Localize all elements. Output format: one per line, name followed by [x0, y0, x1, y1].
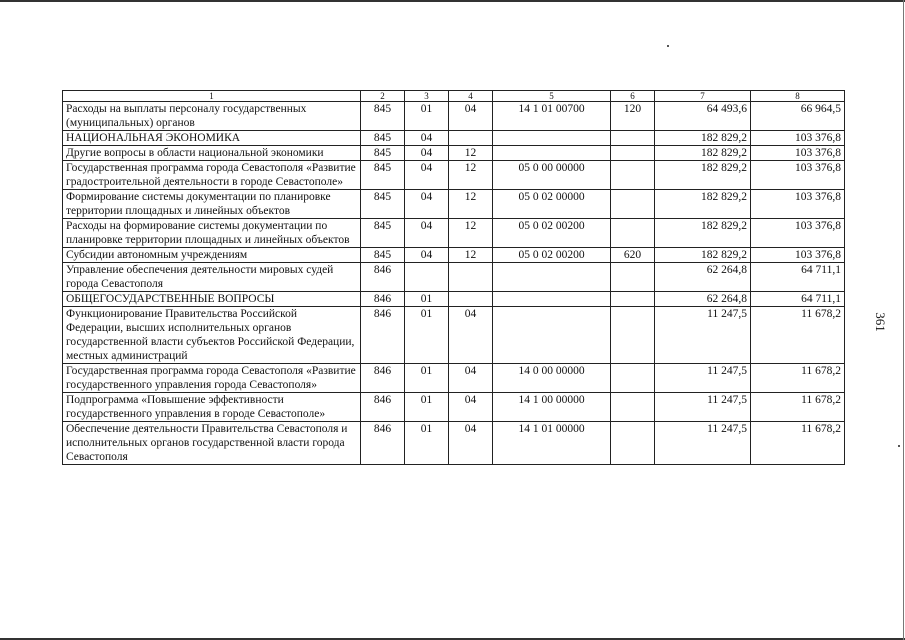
amount-year2-cell: 11 678,2 [751, 422, 845, 465]
row-name-cell: Государственная программа города Севастополя «Развитие государственного управления города Севастополя» [63, 364, 361, 393]
amount-year2-cell: 103 376,8 [751, 161, 845, 190]
ministry-code-cell: 845 [361, 161, 405, 190]
section-cell: 01 [405, 307, 449, 364]
subsection-cell: 04 [449, 307, 493, 364]
ministry-code-cell: 846 [361, 393, 405, 422]
amount-year2-cell: 103 376,8 [751, 190, 845, 219]
expense-type-cell [611, 307, 655, 364]
subsection-cell: 12 [449, 190, 493, 219]
table-body [63, 102, 845, 465]
table-row [63, 248, 845, 263]
amount-year1-cell: 11 247,5 [655, 393, 751, 422]
ministry-code-cell: 846 [361, 292, 405, 307]
amount-year1-cell: 62 264,8 [655, 263, 751, 292]
row-name-cell: Обеспечение деятельности Правительства Севастополя и исполнительных органов государственной власти города Севастополя [63, 422, 361, 465]
column-header: 6 [611, 91, 655, 102]
amount-year1-cell: 182 829,2 [655, 131, 751, 146]
row-name-cell: НАЦИОНАЛЬНАЯ ЭКОНОМИКА [63, 131, 361, 146]
amount-year2-cell: 11 678,2 [751, 364, 845, 393]
target-article-cell [493, 146, 611, 161]
section-cell: 04 [405, 219, 449, 248]
row-name-cell: ОБЩЕГОСУДАРСТВЕННЫЕ ВОПРОСЫ [63, 292, 361, 307]
amount-year2-cell: 11 678,2 [751, 307, 845, 364]
subsection-cell: 12 [449, 219, 493, 248]
amount-year2-cell: 66 964,5 [751, 102, 845, 131]
target-article-cell: 05 0 02 00200 [493, 248, 611, 263]
row-name-cell: Формирование системы документации по планировке территории площадных и линейных объектов [63, 190, 361, 219]
column-header: 1 [63, 91, 361, 102]
amount-year2-cell: 11 678,2 [751, 393, 845, 422]
subsection-cell: 04 [449, 393, 493, 422]
page-top-border [0, 0, 905, 2]
subsection-cell [449, 263, 493, 292]
table-row [63, 393, 845, 422]
table-row [63, 219, 845, 248]
section-cell: 01 [405, 422, 449, 465]
section-cell: 04 [405, 131, 449, 146]
target-article-cell: 14 1 01 00700 [493, 102, 611, 131]
column-header: 5 [493, 91, 611, 102]
table-row [63, 190, 845, 219]
subsection-cell: 04 [449, 364, 493, 393]
table-row [63, 131, 845, 146]
subsection-cell [449, 292, 493, 307]
ministry-code-cell: 846 [361, 263, 405, 292]
ministry-code-cell: 845 [361, 102, 405, 131]
amount-year1-cell: 182 829,2 [655, 248, 751, 263]
row-name-cell: Расходы на выплаты персоналу государственных (муниципальных) органов [63, 102, 361, 131]
expense-type-cell [611, 263, 655, 292]
amount-year1-cell: 182 829,2 [655, 161, 751, 190]
table-row [63, 263, 845, 292]
table-row [63, 307, 845, 364]
amount-year2-cell: 103 376,8 [751, 219, 845, 248]
amount-year1-cell: 64 493,6 [655, 102, 751, 131]
ministry-code-cell: 845 [361, 219, 405, 248]
expense-type-cell [611, 146, 655, 161]
amount-year1-cell: 11 247,5 [655, 364, 751, 393]
column-number-row [63, 91, 845, 102]
amount-year1-cell: 182 829,2 [655, 219, 751, 248]
row-name-cell: Подпрограмма «Повышение эффективности государственного управления в городе Севастополе» [63, 393, 361, 422]
budget-table [62, 90, 845, 465]
column-header: 3 [405, 91, 449, 102]
row-name-cell: Государственная программа города Севастополя «Развитие градостроительной деятельности в городе Севастополе» [63, 161, 361, 190]
scan-speck [667, 45, 669, 47]
column-header: 4 [449, 91, 493, 102]
target-article-cell: 14 1 01 00000 [493, 422, 611, 465]
expense-type-cell [611, 393, 655, 422]
amount-year2-cell: 103 376,8 [751, 146, 845, 161]
row-name-cell: Субсидии автономным учреждениям [63, 248, 361, 263]
row-name-cell: Управление обеспечения деятельности мировых судей города Севастополя [63, 263, 361, 292]
section-cell [405, 263, 449, 292]
section-cell: 01 [405, 102, 449, 131]
table-row [63, 422, 845, 465]
section-cell: 01 [405, 364, 449, 393]
table-row [63, 146, 845, 161]
ministry-code-cell: 845 [361, 131, 405, 146]
amount-year1-cell: 182 829,2 [655, 146, 751, 161]
ministry-code-cell: 845 [361, 248, 405, 263]
amount-year2-cell: 64 711,1 [751, 292, 845, 307]
row-name-cell: Функционирование Правительства Российской Федерации, высших исполнительных органов государственной власти субъектов Российской Федерации, местных администраций [63, 307, 361, 364]
expense-type-cell [611, 161, 655, 190]
column-header: 2 [361, 91, 405, 102]
expense-type-cell [611, 190, 655, 219]
target-article-cell [493, 131, 611, 146]
column-header: 8 [751, 91, 845, 102]
expense-type-cell: 120 [611, 102, 655, 131]
section-cell: 01 [405, 292, 449, 307]
subsection-cell: 12 [449, 248, 493, 263]
table-row [63, 364, 845, 393]
expense-type-cell [611, 131, 655, 146]
column-header: 7 [655, 91, 751, 102]
subsection-cell [449, 131, 493, 146]
expense-type-cell [611, 292, 655, 307]
target-article-cell: 14 0 00 00000 [493, 364, 611, 393]
amount-year2-cell: 64 711,1 [751, 263, 845, 292]
target-article-cell [493, 263, 611, 292]
expense-type-cell: 620 [611, 248, 655, 263]
amount-year1-cell: 62 264,8 [655, 292, 751, 307]
target-article-cell [493, 292, 611, 307]
expense-type-cell [611, 219, 655, 248]
subsection-cell: 04 [449, 102, 493, 131]
ministry-code-cell: 846 [361, 364, 405, 393]
section-cell: 01 [405, 393, 449, 422]
ministry-code-cell: 845 [361, 190, 405, 219]
page-number: 361 [873, 312, 888, 332]
ministry-code-cell: 846 [361, 422, 405, 465]
amount-year1-cell: 182 829,2 [655, 190, 751, 219]
amount-year1-cell: 11 247,5 [655, 307, 751, 364]
target-article-cell [493, 307, 611, 364]
target-article-cell: 05 0 02 00000 [493, 190, 611, 219]
section-cell: 04 [405, 248, 449, 263]
section-cell: 04 [405, 161, 449, 190]
amount-year2-cell: 103 376,8 [751, 131, 845, 146]
subsection-cell: 04 [449, 422, 493, 465]
target-article-cell: 14 1 00 00000 [493, 393, 611, 422]
page-right-border [903, 0, 904, 640]
expense-type-cell [611, 422, 655, 465]
row-name-cell: Расходы на формирование системы документации по планировке территории площадных и линейных объектов [63, 219, 361, 248]
ministry-code-cell: 846 [361, 307, 405, 364]
table-row [63, 102, 845, 131]
section-cell: 04 [405, 146, 449, 161]
table-row [63, 292, 845, 307]
amount-year2-cell: 103 376,8 [751, 248, 845, 263]
row-name-cell: Другие вопросы в области национальной экономики [63, 146, 361, 161]
target-article-cell: 05 0 02 00200 [493, 219, 611, 248]
subsection-cell: 12 [449, 146, 493, 161]
subsection-cell: 12 [449, 161, 493, 190]
scan-speck [898, 445, 900, 447]
ministry-code-cell: 845 [361, 146, 405, 161]
expense-type-cell [611, 364, 655, 393]
target-article-cell: 05 0 00 00000 [493, 161, 611, 190]
section-cell: 04 [405, 190, 449, 219]
amount-year1-cell: 11 247,5 [655, 422, 751, 465]
table-row [63, 161, 845, 190]
